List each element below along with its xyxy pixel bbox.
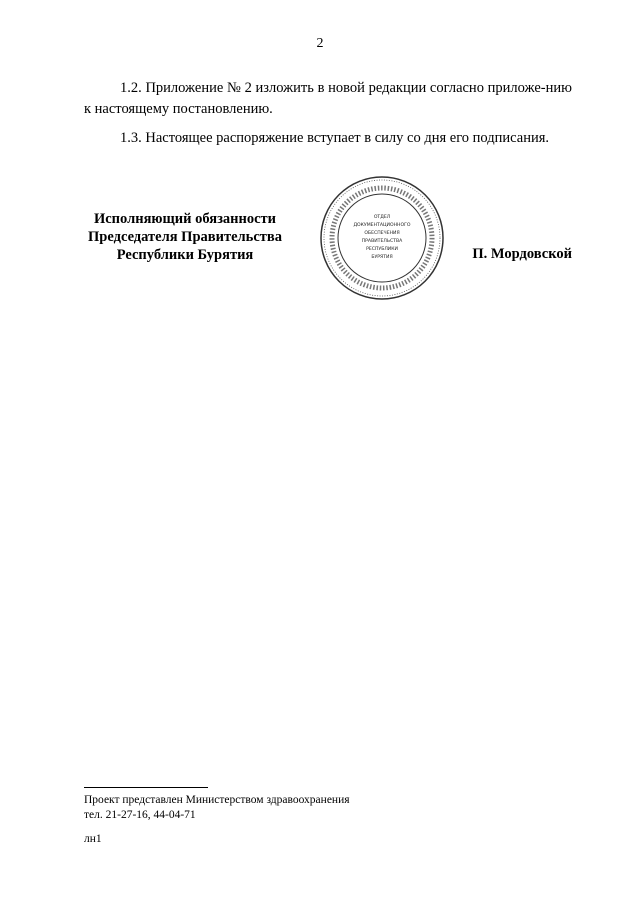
official-seal-icon bbox=[318, 174, 446, 302]
stamp-text-line: ДОКУМЕНТАЦИОННОГО bbox=[353, 223, 411, 228]
footnote bbox=[84, 793, 350, 823]
stamp-text-line: ОБЕСПЕЧЕНИЯ bbox=[364, 231, 400, 236]
stamp-text-line: ПРАВИТЕЛЬСТВА bbox=[361, 239, 403, 244]
footnote-line: тел. 21-27-16, 44-04-71 bbox=[84, 809, 196, 821]
official-position bbox=[60, 210, 310, 264]
stamp-text-line: РЕСПУБЛИКИ bbox=[366, 247, 398, 252]
position-line: Исполняющий обязанности bbox=[93, 211, 277, 227]
page-number: 2 bbox=[316, 36, 324, 51]
stamp-text-line: БУРЯТИЯ bbox=[371, 255, 393, 260]
paragraph-1-2: 1.2. Приложение № 2 изложить в новой редакции согласно приложе-нию к настоящему постановлению. bbox=[84, 80, 572, 117]
footnote-divider bbox=[84, 787, 208, 788]
footnote-line: Проект представлен Министерством здравоохранения bbox=[84, 794, 350, 806]
paragraph-1-3: 1.3. Настоящее распоряжение вступает в силу со дня его подписания. bbox=[120, 130, 550, 146]
stamp-text-line: ОТДЕЛ bbox=[373, 215, 391, 220]
signatory-name: П. Мордовской bbox=[472, 246, 572, 262]
position-line: Председателя Правительства bbox=[88, 229, 282, 245]
position-line: Республики Бурятия bbox=[116, 247, 254, 263]
footnote-code: лн1 bbox=[84, 833, 102, 845]
